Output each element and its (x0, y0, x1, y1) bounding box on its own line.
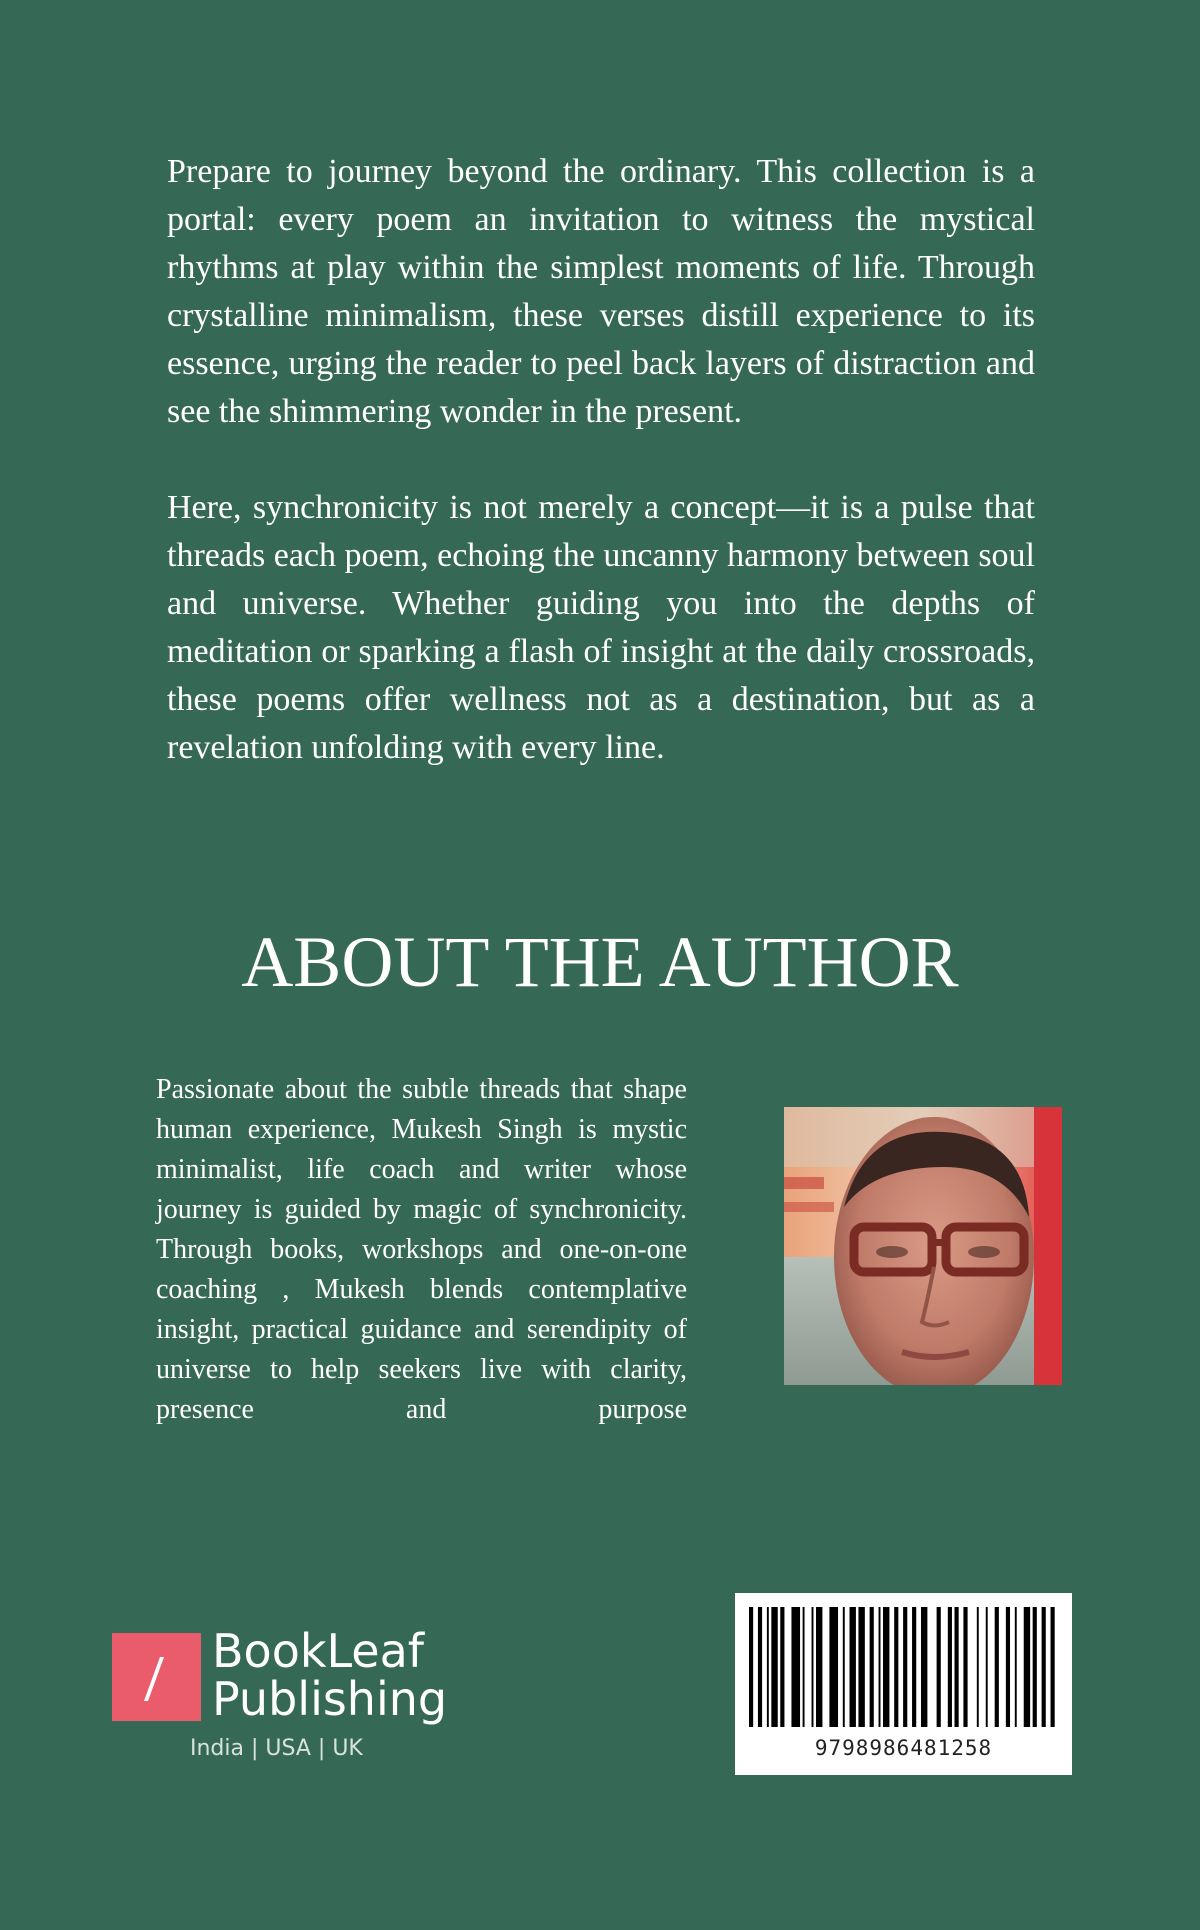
barcode-bar (977, 1607, 979, 1727)
blurb-paragraph-1: Prepare to journey beyond the ordinary. This collection is a portal: every poem an invitation to witness the mystical rhythms at play within the simplest moments of life. Through crystalline minimalism, these verses distill experience to its essence, urging the reader to peel back layers of distraction and see the shimmering wonder in the present. (167, 153, 1035, 430)
barcode-bar (803, 1607, 805, 1727)
barcode-bar (1015, 1607, 1017, 1727)
barcode-bar (780, 1607, 784, 1727)
blurb-paragraph-2: Here, synchronicity is not merely a concept—it is a pulse that threads each poem, echoing the uncanny harmony between soul and universe. Whether guiding you into the depths of meditation or sparking a flash of insight at the daily crossroads, these poems offer wellness not as a destination, but as a revelation unfolding with every line. (167, 489, 1035, 766)
publisher-regions: India | USA | UK (190, 1736, 363, 1761)
barcode-bar (816, 1607, 822, 1727)
barcode-bar (937, 1607, 941, 1727)
isbn-number: 9798986481258 (814, 1736, 993, 1760)
barcode-bar (870, 1607, 874, 1727)
barcode-bar (1051, 1607, 1055, 1727)
barcode-bar (963, 1607, 967, 1727)
barcode-bar (850, 1607, 856, 1727)
barcode-bar (767, 1607, 769, 1727)
publisher-logo (112, 1624, 452, 1770)
barcode-bar (986, 1607, 988, 1727)
author-bio: Passionate about the subtle threads that shape human experience, Mukesh Singh is mystic minimalist, life coach and writer whose journey is guided by magic of synchronicity. Through books, workshops and one-on-one coaching , Mukesh blends contemplative insight, practical guidance and serendipity of universe to help seekers live with clarity, presence and purpose (156, 1074, 687, 1425)
barcode-bar (758, 1607, 762, 1727)
barcode-bar (1042, 1607, 1046, 1727)
barcode-bar (749, 1607, 753, 1727)
barcode-bar (879, 1607, 881, 1727)
barcode-bar (883, 1607, 889, 1727)
barcode-bar (995, 1607, 999, 1727)
bookleaf-logo-icon (112, 1633, 201, 1721)
barcode-bar (921, 1607, 927, 1727)
barcode-bar (829, 1607, 838, 1727)
about-the-author-heading: ABOUT THE AUTHOR (241, 922, 959, 1002)
back-cover-blurb (167, 148, 1035, 772)
author-photo (784, 1107, 1062, 1385)
barcode-bar (1024, 1607, 1030, 1727)
barcode-bar (948, 1607, 952, 1727)
barcode-bar (903, 1607, 907, 1727)
isbn-barcode (735, 1593, 1072, 1775)
barcode-bar (858, 1607, 864, 1727)
author-portrait-image (784, 1107, 1062, 1385)
barcode-bar (771, 1607, 777, 1727)
barcode-bar (894, 1607, 898, 1727)
publisher-name-line-1: BookLeaf (212, 1624, 424, 1678)
barcode-bar (812, 1607, 814, 1727)
barcode-bar (1033, 1607, 1037, 1727)
barcode-bar (791, 1607, 800, 1727)
barcode-bar (912, 1607, 916, 1727)
barcode-bar (843, 1607, 845, 1727)
barcode-bar (1006, 1607, 1010, 1727)
barcode-bar (954, 1607, 958, 1727)
publisher-name-line-2: Publishing (212, 1672, 448, 1726)
